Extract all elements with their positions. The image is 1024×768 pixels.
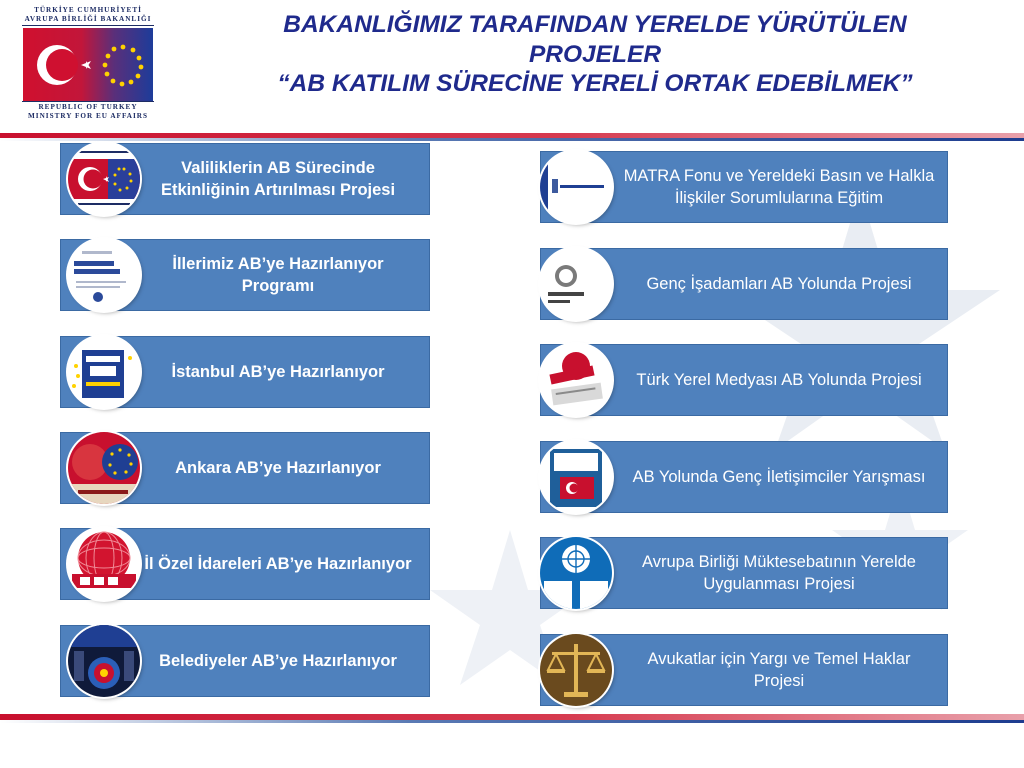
project-label: Belediyeler AB’ye Hazırlanıyor [159,652,397,670]
header-divider-blue [0,138,1024,141]
logo-bottom-line2: MINISTRY FOR EU AFFAIRS [28,112,148,120]
illerimiz-logo-icon [68,239,140,311]
project-item [0,143,440,215]
project-label: İl Özel İdareleri AB’ye Hazırlanıyor [144,555,412,573]
netherlands-logo-icon [540,151,612,223]
project-label: Avukatlar için Yargı ve Temel Haklar Projesi [647,650,911,690]
project-item [540,151,948,223]
page-title [215,10,975,99]
project-label: İllerimiz AB’ye Hazırlanıyor Programı [172,255,384,295]
title-line3: “AB KATILIM SÜRECİNE YERELİ ORTAK EDEBİLMEK” [277,70,913,97]
logo-bottom-line1: REPUBLIC OF TURKEY [38,103,138,111]
project-label: Genç İşadamları AB Yolunda Projesi [646,275,912,293]
project-label: Valiliklerin AB Sürecinde Etkinliğinin Artırılması Projesi [160,159,396,199]
scales-of-justice-icon [540,634,612,706]
logo-rule [22,25,154,26]
logo-rule [22,101,154,102]
istanbul-ab-logo-icon [68,336,140,408]
footer-divider-blue [0,720,1024,723]
communicators-logo-icon [540,441,612,513]
ankara-ab-logo-icon [68,432,140,504]
project-label: Avrupa Birliği Müktesebatının Yerelde Uygulanması Projesi [642,553,916,593]
municipality-logo-icon [68,625,140,697]
logo-top-line1: TÜRKİYE CUMHURİYETİ [34,6,142,14]
ministry-logo [22,6,154,122]
project-label: Türk Yerel Medyası AB Yolunda Projesi [636,371,922,389]
project-item [540,537,948,609]
eu-ministry-logo-icon [68,143,140,215]
project-item [540,344,948,416]
turkey-eu-flag-icon [23,28,153,101]
project-item [540,634,948,706]
project-item [0,239,440,311]
logo-top-line2: AVRUPA BİRLİĞİ BAKANLIĞI [24,15,152,23]
project-item [540,441,948,513]
project-item [0,528,440,600]
british-embassy-logo-icon [540,248,612,320]
project-label: MATRA Fonu ve Yereldeki Basın ve Halkla İlişkiler Sorumlularına Eğitim [623,167,935,207]
project-label: AB Yolunda Genç İletişimciler Yarışması [632,468,926,486]
project-label: İstanbul AB’ye Hazırlanıyor [171,363,385,381]
title-line1: BAKANLIĞIMIZ TARAFINDAN YERELDE YÜRÜTÜLEN [283,11,907,38]
project-item [540,248,948,320]
project-item [0,432,440,504]
project-item [0,625,440,697]
title-line2: PROJELER [528,40,662,68]
undp-logo-icon [540,537,612,609]
tbb-logo-icon [68,528,140,600]
project-label: Ankara AB’ye Hazırlanıyor [175,459,381,477]
newspaper-logo-icon [540,344,612,416]
project-item [0,336,440,408]
